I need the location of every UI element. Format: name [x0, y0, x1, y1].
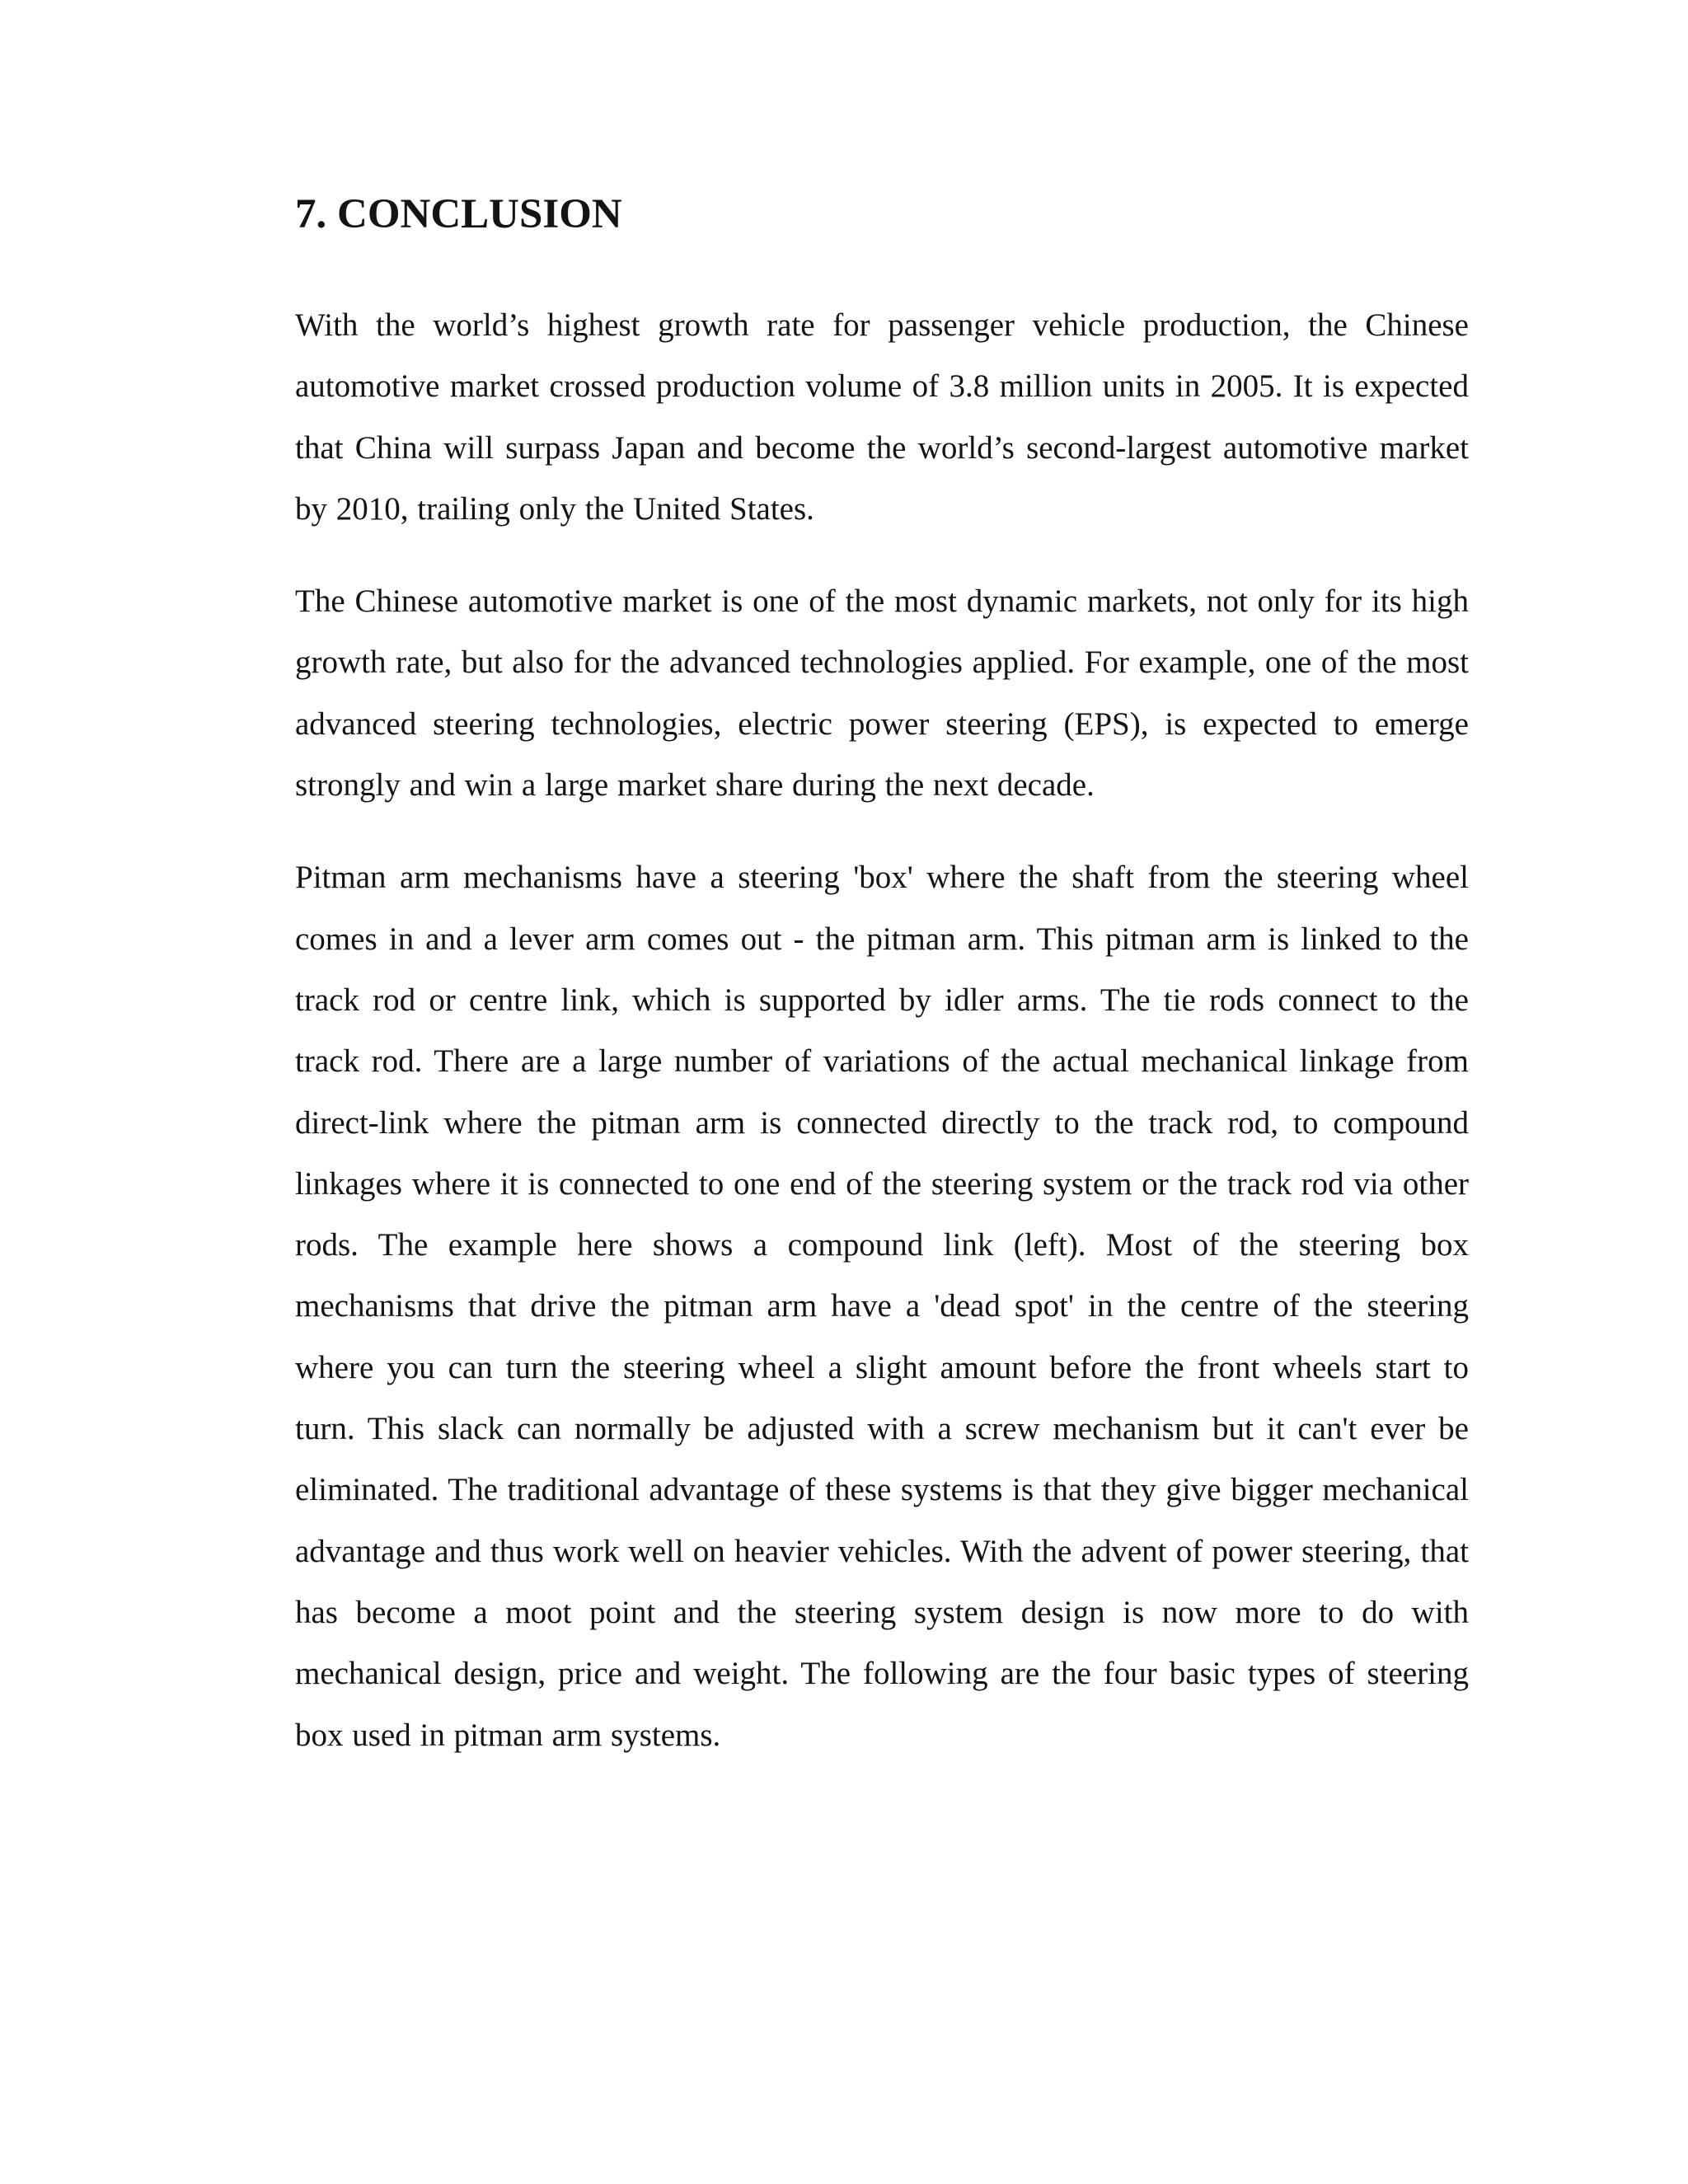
- paragraph-pitman-arm: Pitman arm mechanisms have a steering 'box' where the shaft from the steering wheel comes in and a lever arm comes out - the pitman arm. This pitman arm is linked to the track rod or centre link, which is supported by idler arms. The tie rods connect to the track rod. There are a large number of variations of the actual mechanical linkage from direct-link where the pitman arm is connected directly to the track rod, to compound linkages where it is connected to one end of the steering system or the track rod via other rods. The example here shows a compound link (left). Most of the steering box mechanisms that drive the pitman arm have a 'dead spot' in the centre of the steering where you can turn the steering wheel a slight amount before the front wheels start to turn. This slack can normally be adjusted with a screw mechanism but it can't ever be eliminated. The traditional advantage of these systems is that they give bigger mechanical advantage and thus work well on heavier vehicles. With the advent of power steering, that has become a moot point and the steering system design is now more to do with mechanical design, price and weight. The following are the four basic types of steering box used in pitman arm systems.: [295, 860, 1469, 1753]
- document-page: [295, 190, 1469, 1797]
- section-heading: 7. CONCLUSION: [295, 191, 622, 237]
- paragraph-market-growth: With the world’s highest growth rate for passenger vehicle production, the Chinese automotive market crossed production volume of 3.8 million units in 2005. It is expected that China will surpass Japan and become the world’s second-largest automotive market by 2010, trailing only the United States.: [295, 307, 1469, 527]
- paragraph-market-technology: The Chinese automotive market is one of the most dynamic markets, not only for its high growth rate, but also for the advanced technologies applied. For example, one of the most advanced steering technologies, electric power steering (EPS), is expected to emerge strongly and win a large market share during the next decade.: [295, 583, 1469, 804]
